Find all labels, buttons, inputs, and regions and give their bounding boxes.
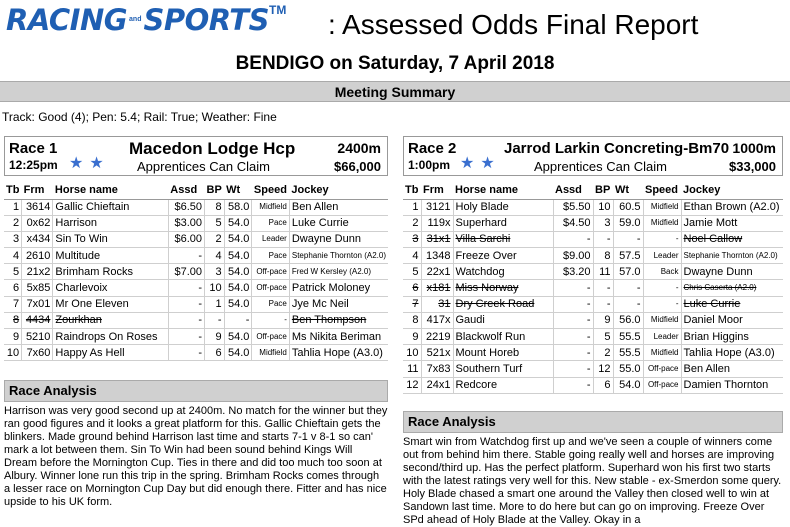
cell-tb: 8 [403, 312, 421, 328]
cell-jockey: Noel Callow [681, 231, 783, 247]
table-row [403, 345, 783, 361]
cell-weight: 54.0 [224, 296, 252, 312]
cell-assessed: - [168, 296, 204, 312]
cell-form: 5x85 [22, 280, 53, 296]
cell-jockey: Daniel Moor [681, 312, 783, 328]
cell-assessed: - [553, 361, 593, 377]
cell-barrier: 3 [205, 264, 225, 280]
race-prize: $66,000 [334, 159, 381, 174]
cell-jockey: Damien Thornton [681, 377, 783, 393]
cell-form: 7x60 [22, 345, 53, 361]
cell-weight: - [613, 280, 643, 296]
cell-speed: Leader [252, 231, 289, 247]
cell-barrier: - [593, 296, 613, 312]
cell-form: 3121 [421, 199, 453, 215]
cell-barrier: 2 [205, 231, 225, 247]
cell-weight: 54.0 [224, 329, 252, 345]
cell-weight: 55.0 [613, 361, 643, 377]
cell-barrier: 10 [593, 199, 613, 215]
cell-jockey: Ben Allen [681, 361, 783, 377]
cell-tb: 6 [403, 280, 421, 296]
cell-form: 417x [421, 312, 453, 328]
cell-horse: Zourkhan [53, 312, 168, 328]
col-assessed: Assd [553, 181, 593, 199]
cell-barrier: - [593, 280, 613, 296]
cell-tb: 11 [403, 361, 421, 377]
cell-barrier: 11 [593, 264, 613, 280]
logo-word-racing: RACING [6, 3, 128, 37]
col-tb: Tb [4, 181, 22, 199]
race-2-analysis-text: Smart win from Watchdog first up and we've seen a couple of winners come out from behind him there. Stable going really well and horses are improving second/third up. Has the perfect platform. Superhard won his first two starts with the latest ratings very well for this. New stable - ex-Smerdon some query. Holy Blade chased a smart one around the Valley then closed well to win at Sandown last time. More to do here but can go on improving. Freeze Over SPd ahead of Holy Blade at the Valley. Okay in a [403, 436, 782, 526]
cell-assessed: - [168, 280, 204, 296]
table-row [403, 361, 783, 377]
table-row [4, 312, 388, 328]
cell-barrier: 8 [205, 199, 225, 215]
cell-assessed: $3.20 [553, 264, 593, 280]
cell-form: x181 [421, 280, 453, 296]
cell-jockey: Luke Currie [681, 296, 783, 312]
cell-jockey: Jye Mc Neil [289, 296, 388, 312]
table-row [403, 296, 783, 312]
meeting-title: BENDIGO on Saturday, 7 April 2018 [235, 53, 555, 74]
cell-assessed: - [553, 231, 593, 247]
cell-form: x434 [22, 231, 53, 247]
cell-speed: Off-pace [643, 361, 681, 377]
table-row [403, 264, 783, 280]
cell-jockey: Jamie Mott [681, 215, 783, 231]
cell-jockey: Ben Thompson [289, 312, 388, 328]
meeting-summary-bar: Meeting Summary [0, 81, 790, 102]
cell-speed: Pace [252, 248, 289, 264]
cell-barrier: 5 [205, 215, 225, 231]
cell-weight: 57.0 [613, 264, 643, 280]
cell-barrier: 10 [205, 280, 225, 296]
race-prize: $33,000 [729, 159, 776, 174]
cell-assessed: - [553, 280, 593, 296]
cell-horse: Blackwolf Run [453, 329, 553, 345]
race-1-panel [4, 136, 388, 380]
cell-form: 4434 [22, 312, 53, 328]
cell-assessed: - [553, 312, 593, 328]
cell-speed: Off-pace [643, 377, 681, 393]
cell-tb: 7 [403, 296, 421, 312]
racing-and-sports-logo [6, 2, 286, 38]
cell-tb: 12 [403, 377, 421, 393]
cell-weight: 55.5 [613, 345, 643, 361]
race-condition: Apprentices Can Claim [137, 159, 270, 174]
cell-tb: 2 [4, 215, 22, 231]
cell-barrier: 8 [593, 248, 613, 264]
cell-weight: 54.0 [224, 231, 252, 247]
col-form: Frm [421, 181, 453, 199]
table-row [4, 329, 388, 345]
cell-horse: Dry Creek Road [453, 296, 553, 312]
cell-tb: 4 [403, 248, 421, 264]
cell-horse: Harrison [53, 215, 168, 231]
cell-horse: Watchdog [453, 264, 553, 280]
cell-tb: 2 [403, 215, 421, 231]
cell-weight: 54.0 [224, 264, 252, 280]
cell-weight: 54.0 [224, 215, 252, 231]
cell-weight: 54.0 [613, 377, 643, 393]
cell-jockey: Dwayne Dunn [289, 231, 388, 247]
table-row [4, 264, 388, 280]
cell-horse: Mr One Eleven [53, 296, 168, 312]
table-row [403, 199, 783, 215]
cell-form: 0x62 [22, 215, 53, 231]
cell-form: 2219 [421, 329, 453, 345]
cell-assessed: - [168, 248, 204, 264]
cell-barrier: 1 [205, 296, 225, 312]
col-weight: Wt [613, 181, 643, 199]
cell-barrier: 4 [205, 248, 225, 264]
cell-weight: 58.0 [224, 199, 252, 215]
table-header-row [403, 181, 783, 199]
cell-tb: 5 [4, 264, 22, 280]
cell-jockey: Ben Allen [289, 199, 388, 215]
cell-assessed: $6.00 [168, 231, 204, 247]
cell-speed: Pace [252, 296, 289, 312]
table-header-row [4, 181, 388, 199]
cell-speed: Off-pace [252, 280, 289, 296]
cell-jockey: Brian Higgins [681, 329, 783, 345]
rating-stars-icon: ★★ [69, 155, 110, 172]
table-row [4, 345, 388, 361]
cell-weight: 55.5 [613, 329, 643, 345]
cell-barrier: 3 [593, 215, 613, 231]
cell-form: 21x2 [22, 264, 53, 280]
table-row [4, 199, 388, 215]
table-row [403, 377, 783, 393]
cell-barrier: 5 [593, 329, 613, 345]
race-condition: Apprentices Can Claim [534, 159, 667, 174]
col-speed: Speed [252, 181, 289, 199]
cell-form: 24x1 [421, 377, 453, 393]
race-distance: 2400m [337, 140, 381, 156]
race-1-analysis-bar: Race Analysis [4, 380, 388, 402]
cell-weight: 60.5 [613, 199, 643, 215]
col-tb: Tb [403, 181, 421, 199]
table-row [403, 215, 783, 231]
col-weight: Wt [224, 181, 252, 199]
logo-word-sports: SPORTS [143, 3, 269, 37]
cell-horse: Brimham Rocks [53, 264, 168, 280]
cell-horse: Sin To Win [53, 231, 168, 247]
cell-horse: Multitude [53, 248, 168, 264]
cell-form: 31 [421, 296, 453, 312]
race-1-header [4, 136, 388, 176]
cell-tb: 10 [403, 345, 421, 361]
cell-weight: 54.0 [224, 345, 252, 361]
cell-speed: Midfield [252, 199, 289, 215]
cell-assessed: $9.00 [553, 248, 593, 264]
cell-speed: Leader [643, 248, 681, 264]
race-time: 1:00pm [408, 158, 451, 172]
cell-weight: 54.0 [224, 248, 252, 264]
table-row [403, 329, 783, 345]
cell-speed: Midfield [643, 312, 681, 328]
cell-tb: 10 [4, 345, 22, 361]
track-conditions: Track: Good (4); Pen: 5.4; Rail: True; Weather: Fine [2, 110, 277, 124]
cell-form: 521x [421, 345, 453, 361]
cell-assessed: - [553, 329, 593, 345]
cell-weight: - [613, 296, 643, 312]
cell-tb: 1 [4, 199, 22, 215]
cell-jockey: Ethan Brown (A2.0) [681, 199, 783, 215]
table-row [4, 280, 388, 296]
race-2-panel [403, 136, 783, 410]
logo-trademark: TM [268, 3, 287, 17]
cell-tb: 6 [4, 280, 22, 296]
table-row [403, 248, 783, 264]
cell-horse: Redcore [453, 377, 553, 393]
cell-horse: Southern Turf [453, 361, 553, 377]
cell-barrier: 12 [593, 361, 613, 377]
table-row [403, 280, 783, 296]
cell-form: 22x1 [421, 264, 453, 280]
cell-tb: 1 [403, 199, 421, 215]
cell-assessed: - [168, 345, 204, 361]
col-barrier: BP [593, 181, 613, 199]
cell-tb: 4 [4, 248, 22, 264]
cell-speed: - [252, 312, 289, 328]
cell-assessed: - [553, 377, 593, 393]
col-speed: Speed [643, 181, 681, 199]
cell-weight: 54.0 [224, 280, 252, 296]
cell-assessed: $5.50 [553, 199, 593, 215]
cell-weight: - [613, 231, 643, 247]
cell-horse: Superhard [453, 215, 553, 231]
cell-jockey: Chris Caserta (A2.0) [681, 280, 783, 296]
cell-jockey: Ms Nikita Beriman [289, 329, 388, 345]
cell-speed: - [643, 231, 681, 247]
cell-speed: Back [643, 264, 681, 280]
cell-assessed: - [553, 296, 593, 312]
cell-assessed: - [553, 345, 593, 361]
cell-form: 5210 [22, 329, 53, 345]
cell-tb: 3 [4, 231, 22, 247]
cell-speed: Off-pace [252, 329, 289, 345]
table-row [4, 248, 388, 264]
cell-jockey: Tahlia Hope (A3.0) [681, 345, 783, 361]
cell-horse: Mount Horeb [453, 345, 553, 361]
cell-jockey: Fred W Kersley (A2.0) [289, 264, 388, 280]
cell-assessed: - [168, 329, 204, 345]
cell-tb: 3 [403, 231, 421, 247]
race-number: Race 2 [408, 140, 457, 157]
cell-assessed: $4.50 [553, 215, 593, 231]
cell-tb: 7 [4, 296, 22, 312]
cell-barrier: 6 [593, 377, 613, 393]
cell-weight: - [224, 312, 252, 328]
cell-jockey: Tahlia Hope (A3.0) [289, 345, 388, 361]
cell-horse: Holy Blade [453, 199, 553, 215]
cell-barrier: - [593, 231, 613, 247]
race-name: Macedon Lodge Hcp [129, 139, 296, 158]
cell-tb: 8 [4, 312, 22, 328]
cell-form: 31x1 [421, 231, 453, 247]
cell-barrier: 6 [205, 345, 225, 361]
race-2-runners-table [403, 181, 783, 394]
cell-form: 7x01 [22, 296, 53, 312]
cell-form: 7x83 [421, 361, 453, 377]
col-horse: Horse name [453, 181, 553, 199]
cell-jockey: Dwayne Dunn [681, 264, 783, 280]
cell-barrier: 9 [593, 312, 613, 328]
cell-form: 3614 [22, 199, 53, 215]
cell-horse: Villa Sarchi [453, 231, 553, 247]
cell-barrier: 2 [593, 345, 613, 361]
table-row [4, 231, 388, 247]
race-1-analysis-text: Harrison was very good second up at 2400m. No match for the winner but they ran good figures and it looks a great platform for this. Gallic Chieftain gets the blinkers. Made ground behind Harrison last time and starts 7-1 v 8-1 so can' mark a lot between them. Sin To Win had been sound behind Kings Will Dream before the Mornington Cup. Ties in there and did too much too soon at Albury. Winner lone run this trip in the spring. Brimham Rocks comes through a lesser race on Mornington Cup Day but did enough there. Fitter and has nice upside to his UK form. [4, 405, 388, 508]
cell-tb: 9 [4, 329, 22, 345]
race-distance: 1000m [732, 140, 776, 156]
cell-barrier: - [205, 312, 225, 328]
cell-form: 1348 [421, 248, 453, 264]
cell-assessed: $6.50 [168, 199, 204, 215]
cell-horse: Freeze Over [453, 248, 553, 264]
col-horse: Horse name [53, 181, 168, 199]
cell-form: 119x [421, 215, 453, 231]
cell-speed: Midfield [252, 345, 289, 361]
cell-tb: 5 [403, 264, 421, 280]
col-barrier: BP [205, 181, 225, 199]
race-number: Race 1 [9, 140, 58, 157]
cell-weight: 56.0 [613, 312, 643, 328]
col-jockey: Jockey [681, 181, 783, 199]
cell-jockey: Luke Currie [289, 215, 388, 231]
race-name: Jarrod Larkin Concreting-Bm70 [504, 140, 730, 157]
cell-jockey: Stephanie Thornton (A2.0) [289, 248, 388, 264]
logo-word-and: and [129, 16, 142, 23]
cell-speed: Pace [252, 215, 289, 231]
cell-assessed: - [168, 312, 204, 328]
cell-speed: - [643, 280, 681, 296]
cell-horse: Gallic Chieftain [53, 199, 168, 215]
race-2-analysis-bar: Race Analysis [403, 411, 783, 433]
cell-weight: 57.5 [613, 248, 643, 264]
table-row [403, 231, 783, 247]
table-row [4, 296, 388, 312]
cell-form: 2610 [22, 248, 53, 264]
col-form: Frm [22, 181, 53, 199]
race-time: 12:25pm [9, 158, 58, 172]
cell-speed: Midfield [643, 215, 681, 231]
cell-jockey: Patrick Moloney [289, 280, 388, 296]
cell-weight: 59.0 [613, 215, 643, 231]
rating-stars-icon: ★★ [460, 155, 501, 172]
col-jockey: Jockey [289, 181, 388, 199]
report-title: : Assessed Odds Final Report [328, 9, 699, 40]
cell-speed: Off-pace [252, 264, 289, 280]
col-assessed: Assd [168, 181, 204, 199]
cell-speed: Midfield [643, 345, 681, 361]
race-2-header [403, 136, 783, 176]
cell-horse: Miss Norway [453, 280, 553, 296]
cell-speed: - [643, 296, 681, 312]
cell-speed: Leader [643, 329, 681, 345]
cell-assessed: $7.00 [168, 264, 204, 280]
cell-speed: Midfield [643, 199, 681, 215]
cell-jockey: Stephanie Thornton (A2.0) [681, 248, 783, 264]
cell-horse: Charlevoix [53, 280, 168, 296]
cell-horse: Gaudi [453, 312, 553, 328]
cell-horse: Happy As Hell [53, 345, 168, 361]
cell-barrier: 9 [205, 329, 225, 345]
race-1-runners-table [4, 181, 388, 361]
cell-horse: Raindrops On Roses [53, 329, 168, 345]
table-row [403, 312, 783, 328]
cell-tb: 9 [403, 329, 421, 345]
cell-assessed: $3.00 [168, 215, 204, 231]
table-row [4, 215, 388, 231]
